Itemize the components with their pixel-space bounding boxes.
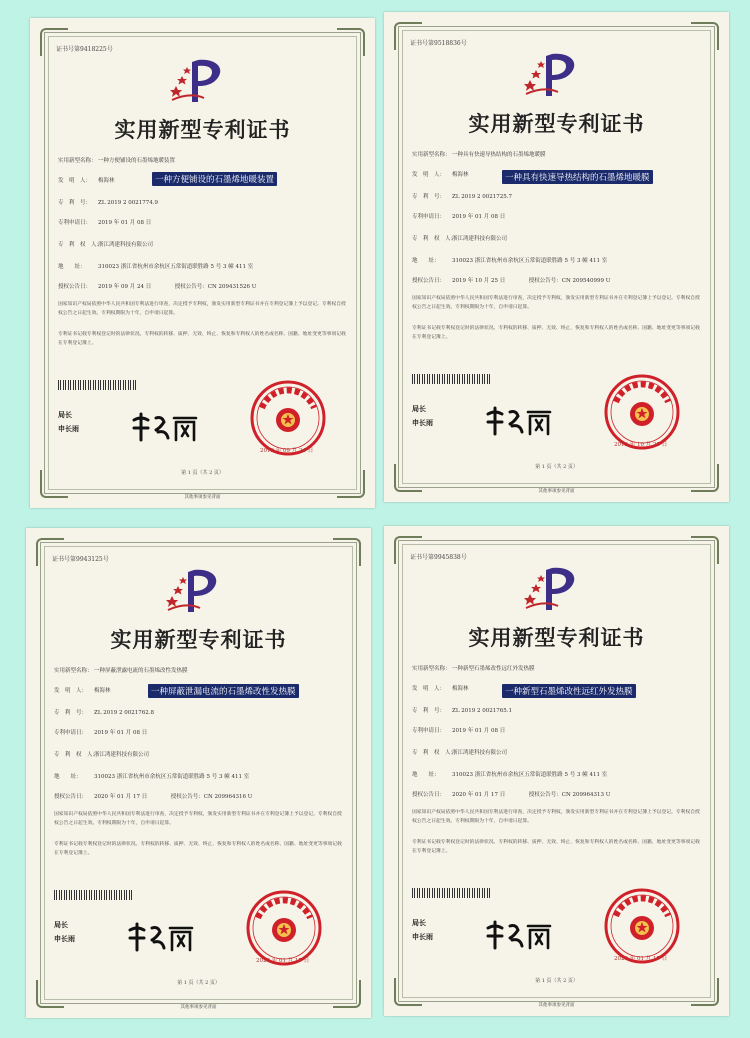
certificate-1 xyxy=(30,18,375,508)
patentee-row: 专 利 权 人：浙江鸿建科技有限公司 xyxy=(412,750,508,756)
certificate-title: 实用新型专利证书 xyxy=(468,111,645,136)
utility-model-name-row: 实用新型名称：一种新型石墨烯改性远红外发热膜 xyxy=(412,666,535,672)
certificate-2 xyxy=(384,12,729,502)
director-signature xyxy=(484,914,554,954)
patent-number-row: 专 利 号： ZL 2019 2 0021765.1 xyxy=(412,708,512,714)
patent-office-logo xyxy=(514,50,594,100)
inventor-row: 发 明 人： 梅海林 xyxy=(412,686,469,692)
director-label: 局长 xyxy=(58,411,72,419)
certificate-card xyxy=(384,526,729,1016)
grant-date-row: 授权公告日： 2019 年 10 月 25 日 授权公告号：CN 209540999 U xyxy=(412,278,611,284)
utility-model-name-row: 实用新型名称：一种具有快速导热结构的石墨烯地暖膜 xyxy=(412,152,546,158)
inventor-row: 发 明 人： 梅海林 xyxy=(412,172,469,178)
certificate-number: 证书号第9945838号 xyxy=(410,554,467,561)
director-signature xyxy=(484,400,554,440)
patent-office-logo xyxy=(514,564,594,614)
footer-note: 其他事项参见背面 xyxy=(538,1003,575,1008)
seal-date: 2019 年 09 月 24 日 xyxy=(260,448,314,454)
certificate-3 xyxy=(26,528,371,1018)
filing-date-row: 专利申请日： 2019 年 01 月 08 日 xyxy=(58,220,152,226)
utility-model-name-row: 实用新型名称：一种方便铺设的石墨烯地暖装置 xyxy=(58,158,176,164)
patent-office-logo xyxy=(156,566,236,616)
corner-ornament xyxy=(691,22,719,50)
address-row: 地 址： 310023 浙江省杭州市余杭区五常街道联胜路 5 号 3 幢 411 室 xyxy=(412,258,608,264)
corner-ornament xyxy=(691,536,719,564)
address-row: 地 址： 310023 浙江省杭州市余杭区五常街道联胜路 5 号 3 幢 411 室 xyxy=(58,264,254,270)
record-paragraph: 专利证书记载专利权登记时的法律状况。专利权的转移、质押、无效、终止、恢复和专利权人的姓名或名称、国籍、地址变更等事项记载在专利登记簿上。 xyxy=(412,326,700,340)
director-name: 申长雨 xyxy=(412,933,433,941)
record-paragraph: 专利证书记载专利权登记时的法律状况。专利权的转移、质押、无效、终止、恢复和专利权人的姓名或名称、国籍、地址变更等事项记载在专利登记簿上。 xyxy=(54,842,342,856)
certificate-title: 实用新型专利证书 xyxy=(114,117,291,142)
page-indicator: 第 1 页（共 2 页） xyxy=(181,470,224,476)
address-row: 地 址： 310023 浙江省杭州市余杭区五常街道联胜路 5 号 3 幢 411 室 xyxy=(412,772,608,778)
page-indicator: 第 1 页（共 2 页） xyxy=(177,980,220,986)
patentee-row: 专 利 权 人：浙江鸿建科技有限公司 xyxy=(412,236,508,242)
director-name: 申长雨 xyxy=(412,419,433,427)
patentee-row: 专 利 权 人：浙江鸿建科技有限公司 xyxy=(54,752,150,758)
barcode xyxy=(58,380,138,390)
grant-paragraph: 国家知识产权局依照中华人民共和国专利法进行审查，决定授予专利权，颁发实用新型专利证书并在专利登记簿上予以登记。专利权自授权公告之日起生效。专利权期限为十年，自申请日起算。 xyxy=(54,812,342,826)
director-name: 申长雨 xyxy=(54,935,75,943)
director-label: 局长 xyxy=(54,921,68,929)
certificate-4 xyxy=(384,526,729,1016)
patentee-row: 专 利 权 人：浙江鸿建科技有限公司 xyxy=(58,242,154,248)
grant-paragraph: 国家知识产权局依照中华人民共和国专利法进行审查，决定授予专利权，颁发实用新型专利证书并在专利登记簿上予以登记。专利权自授权公告之日起生效。专利权期限为十年，自申请日起算。 xyxy=(412,296,700,310)
footer-note: 其他事项参见背面 xyxy=(538,489,575,494)
certificate-title: 实用新型专利证书 xyxy=(110,627,287,652)
certificate-card xyxy=(384,12,729,502)
certificate-card xyxy=(30,18,375,508)
highlight-caption: 一种具有快速导热结构的石墨烯地暖膜 xyxy=(502,170,653,184)
corner-ornament xyxy=(333,538,361,566)
director-label: 局长 xyxy=(412,405,426,413)
patent-number-row: 专 利 号： ZL 2019 2 0021762.8 xyxy=(54,710,154,716)
highlight-caption: 一种方便铺设的石墨烯地暖装置 xyxy=(152,172,277,186)
page-indicator: 第 1 页（共 2 页） xyxy=(535,978,578,984)
certificate-card xyxy=(26,528,371,1018)
footer-note: 其他事项参见背面 xyxy=(184,495,221,500)
address-row: 地 址： 310023 浙江省杭州市余杭区五常街道联胜路 5 号 3 幢 411 室 xyxy=(54,774,250,780)
patent-office-logo xyxy=(160,56,240,106)
certificate-title: 实用新型专利证书 xyxy=(468,625,645,650)
patent-number-row: 专 利 号： ZL 2019 2 0021725.7 xyxy=(412,194,512,200)
grant-paragraph: 国家知识产权局依照中华人民共和国专利法进行审查，决定授予专利权，颁发实用新型专利证书并在专利登记簿上予以登记。专利权自授权公告之日起生效。专利权期限为十年，自申请日起算。 xyxy=(58,302,346,316)
filing-date-row: 专利申请日： 2019 年 01 月 08 日 xyxy=(412,728,506,734)
record-paragraph: 专利证书记载专利权登记时的法律状况。专利权的转移、质押、无效、终止、恢复和专利权人的姓名或名称、国籍、地址变更等事项记载在专利登记簿上。 xyxy=(58,332,346,346)
corner-ornament xyxy=(337,28,365,56)
barcode xyxy=(412,888,492,898)
certificate-number: 证书号第9518836号 xyxy=(410,40,467,47)
record-paragraph: 专利证书记载专利权登记时的法律状况。专利权的转移、质押、无效、终止、恢复和专利权人的姓名或名称、国籍、地址变更等事项记载在专利登记簿上。 xyxy=(412,840,700,854)
patent-number-row: 专 利 号： ZL 2019 2 0021774.9 xyxy=(58,200,158,206)
barcode xyxy=(412,374,492,384)
grant-paragraph: 国家知识产权局依照中华人民共和国专利法进行审查，决定授予专利权，颁发实用新型专利证书并在专利登记簿上予以登记。专利权自授权公告之日起生效。专利权期限为十年，自申请日起算。 xyxy=(412,810,700,824)
utility-model-name-row: 实用新型名称：一种屏蔽泄露电流的石墨烯改性发热膜 xyxy=(54,668,188,674)
filing-date-row: 专利申请日： 2019 年 01 月 08 日 xyxy=(412,214,506,220)
seal-date: 2019 年 10 月 25 日 xyxy=(614,442,668,448)
grant-date-row: 授权公告日： 2020 年 01 月 17 日 授权公告号：CN 209964313 U xyxy=(412,792,611,798)
highlight-caption: 一种新型石墨烯改性远红外发热膜 xyxy=(502,684,636,698)
filing-date-row: 专利申请日： 2019 年 01 月 08 日 xyxy=(54,730,148,736)
footer-note: 其他事项参见背面 xyxy=(180,1005,217,1010)
inventor-row: 发 明 人： 梅海林 xyxy=(58,178,115,184)
seal-date: 2020 年 01 月 17 日 xyxy=(256,958,310,964)
page-indicator: 第 1 页（共 2 页） xyxy=(535,464,578,470)
director-label: 局长 xyxy=(412,919,426,927)
certificate-number: 证书号第9418225号 xyxy=(56,46,113,53)
certificate-number: 证书号第9943125号 xyxy=(52,556,109,563)
director-signature xyxy=(130,406,200,446)
director-name: 申长雨 xyxy=(58,425,79,433)
grant-date-row: 授权公告日： 2019 年 09 月 24 日 授权公告号：CN 209431526 U xyxy=(58,284,257,290)
director-signature xyxy=(126,916,196,956)
grant-date-row: 授权公告日： 2020 年 01 月 17 日 授权公告号：CN 209964316 U xyxy=(54,794,253,800)
seal-date: 2020 年 01 月 17 日 xyxy=(614,956,668,962)
inventor-row: 发 明 人： 梅海林 xyxy=(54,688,111,694)
highlight-caption: 一种屏蔽泄漏电流的石墨烯改性发热膜 xyxy=(148,684,299,698)
barcode xyxy=(54,890,134,900)
